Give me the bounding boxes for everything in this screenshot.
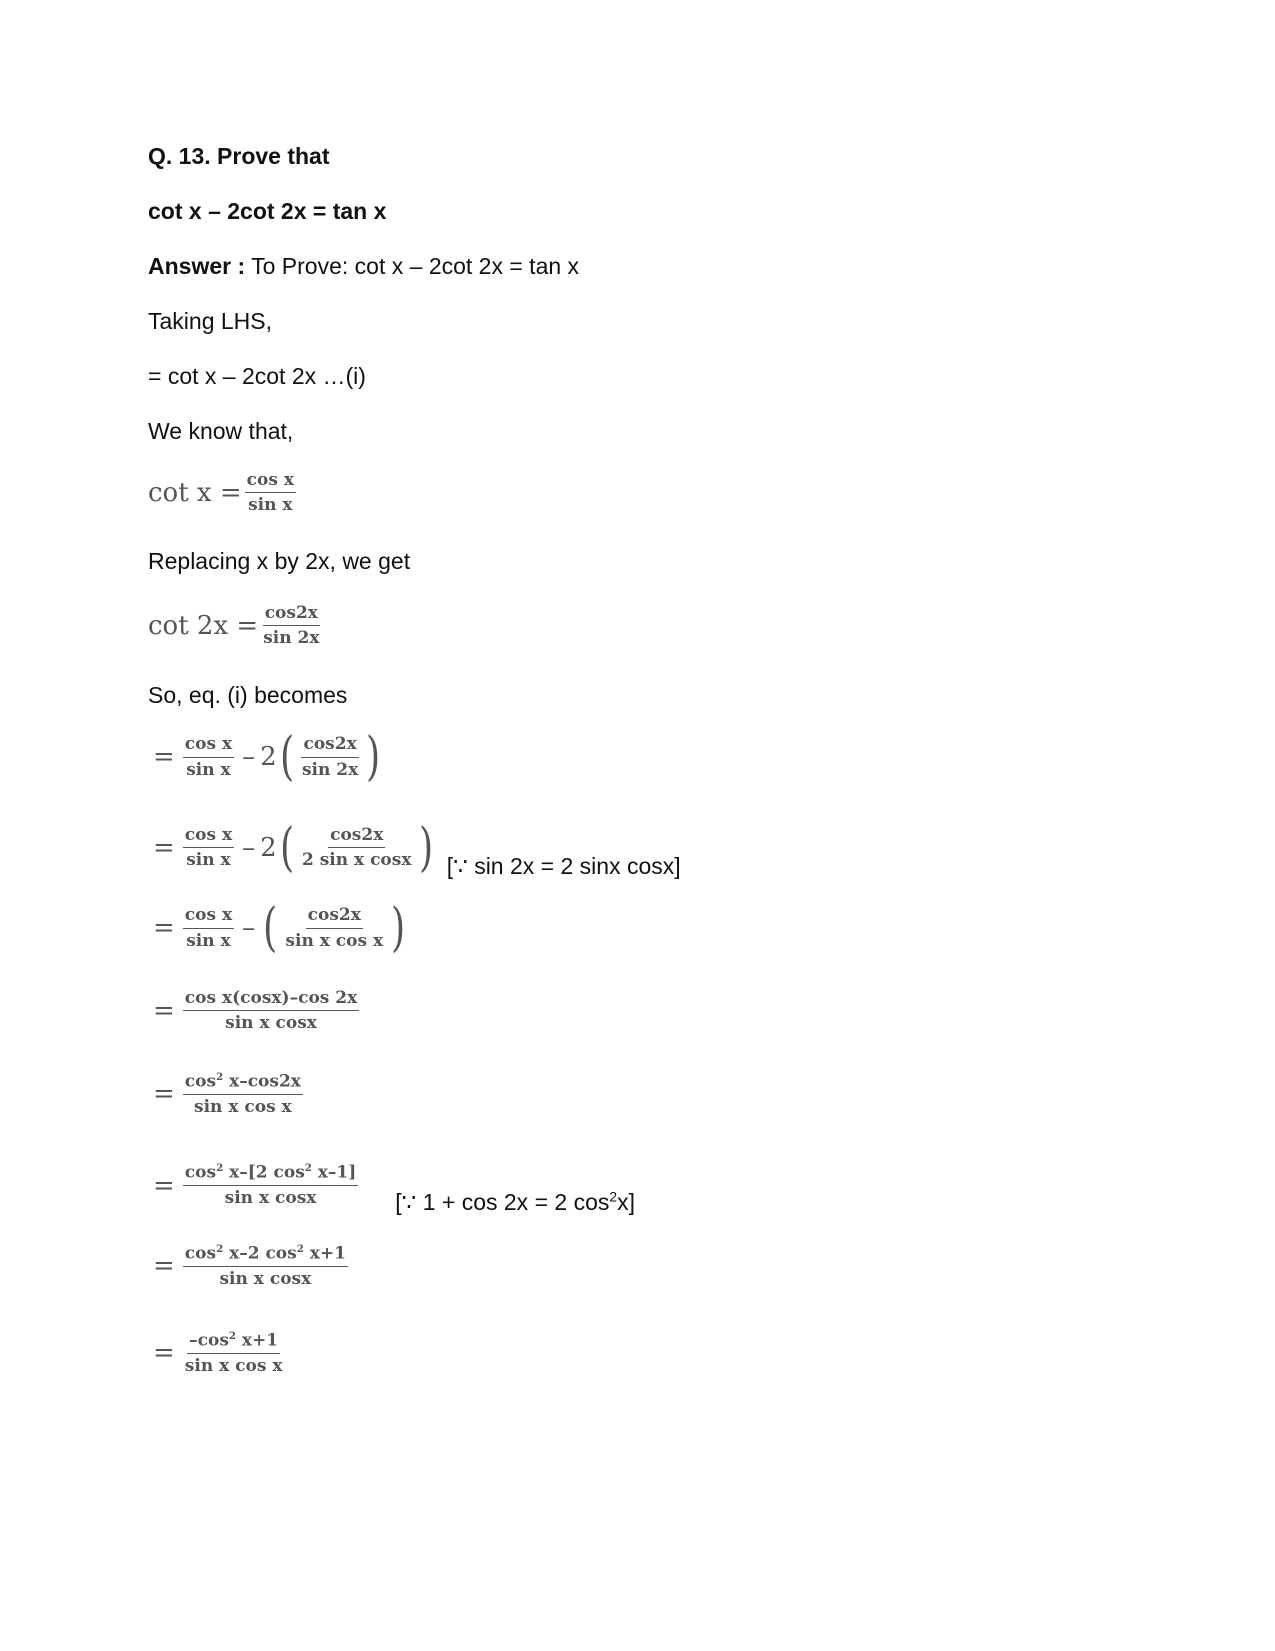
numerator-part: x–2 cos: [223, 1243, 297, 1264]
numerator: [183, 1071, 303, 1095]
numerator: [183, 1162, 359, 1186]
step-5: [148, 1071, 306, 1117]
equals-sign: =: [153, 1338, 175, 1369]
step-3: [148, 898, 408, 958]
exponent: 2: [216, 1071, 224, 1083]
equals-sign: =: [153, 832, 175, 863]
equals-sign: =: [153, 913, 175, 943]
denominator: sin x cosx: [219, 1269, 312, 1290]
right-paren: ): [391, 898, 406, 958]
numerator: cos2x: [301, 734, 358, 757]
right-paren: ): [419, 817, 434, 878]
taking-lhs: Taking LHS,: [148, 308, 273, 334]
answer-line: [148, 253, 579, 280]
denominator: sin x: [186, 850, 231, 870]
denominator: sin x: [186, 930, 231, 951]
denominator: sin x: [248, 495, 293, 516]
coefficient: 2: [260, 832, 277, 863]
minus-sign: –: [242, 742, 256, 772]
fraction: [183, 1162, 359, 1208]
so-eq-text: So, eq. (i) becomes: [148, 682, 348, 708]
numerator-part: x+1: [236, 1330, 279, 1351]
numerator-part: x–1]: [311, 1162, 357, 1183]
fraction: [261, 603, 321, 649]
left-paren: (: [279, 817, 294, 878]
numerator: [183, 1243, 348, 1267]
we-know-that: We know that,: [148, 418, 294, 444]
cot-definition: [148, 470, 299, 516]
exponent: 2: [304, 1162, 312, 1175]
numerator: cos x: [183, 905, 234, 928]
replacing-text: Replacing x by 2x, we get: [148, 548, 411, 574]
equals-sign: =: [153, 1251, 175, 1282]
note-part: [∵ 1 + cos 2x = 2 cos: [395, 1189, 610, 1215]
fraction: [183, 1330, 285, 1376]
identity-note: [∵ sin 2x = 2 sinx cosx]: [446, 853, 681, 879]
fraction: [183, 988, 359, 1034]
numerator: cos x: [183, 825, 234, 848]
coefficient: 2: [260, 742, 277, 772]
answer-text: To Prove: cot x – 2cot 2x = tan x: [251, 253, 580, 279]
denominator: sin x cosx: [225, 1013, 317, 1034]
question-statement: cot x – 2cot 2x = tan x: [148, 198, 387, 224]
step-4: [148, 988, 362, 1034]
answer-label: Answer :: [148, 253, 246, 279]
left-paren: (: [279, 727, 294, 787]
denominator: sin x cos x: [285, 930, 384, 951]
exponent: 2: [296, 1243, 304, 1255]
exponent: 2: [228, 1330, 236, 1342]
numerator: cos x(cosx)–cos 2x: [183, 988, 359, 1011]
note-part: x]: [617, 1189, 635, 1215]
exponent: 2: [216, 1162, 224, 1175]
numerator: cos x: [245, 470, 296, 493]
exponent: 2: [216, 1243, 224, 1255]
fraction: [183, 905, 234, 951]
question-label: Q. 13. Prove that: [148, 143, 330, 169]
numerator-part: x–cos2x: [223, 1071, 301, 1092]
numerator-part: cos: [184, 1243, 217, 1264]
fraction: [245, 470, 296, 516]
fraction: [183, 1071, 303, 1117]
numerator-part: cos: [184, 1071, 217, 1092]
denominator: sin 2x: [301, 759, 359, 780]
fraction: [183, 825, 234, 871]
cot-lhs: cot x =: [148, 477, 242, 508]
left-paren: (: [263, 898, 278, 958]
numerator-part: –cos: [189, 1330, 229, 1351]
denominator: 2 sin x cosx: [301, 850, 412, 870]
step-1: [148, 727, 384, 787]
numerator-part: cos: [184, 1162, 217, 1183]
step-6: [148, 1155, 635, 1216]
equals-sign: =: [153, 1170, 175, 1201]
fraction: [183, 1243, 348, 1289]
denominator: sin x cos x: [194, 1097, 292, 1118]
denominator: sin x cos x: [184, 1356, 283, 1377]
fraction: [300, 734, 360, 780]
minus-sign: –: [242, 832, 256, 863]
equals-sign: =: [153, 742, 175, 772]
numerator-part: x–[2 cos: [223, 1162, 305, 1183]
fraction: [300, 825, 414, 871]
numerator-part: x+1: [303, 1243, 346, 1264]
equals-sign: =: [153, 1079, 175, 1110]
numerator: cos2x: [306, 905, 363, 928]
numerator: [187, 1330, 280, 1354]
identity-note: [395, 1189, 635, 1216]
cot2x-definition: [148, 603, 324, 649]
right-paren: ): [366, 727, 381, 787]
denominator: sin 2x: [263, 628, 320, 649]
step-7: [148, 1243, 351, 1289]
denominator: sin x: [186, 759, 231, 780]
cot2x-lhs: cot 2x =: [148, 610, 259, 641]
numerator: cos x: [183, 734, 234, 757]
fraction: [183, 734, 234, 780]
denominator: sin x cosx: [224, 1188, 317, 1209]
numerator: cos2x: [263, 603, 320, 626]
minus-sign: –: [242, 913, 256, 943]
step-2: [148, 815, 681, 880]
numerator: cos2x: [328, 825, 385, 848]
fraction: [283, 905, 385, 951]
step-8: [148, 1330, 287, 1376]
equation-i: = cot x – 2cot 2x …(i): [148, 363, 366, 389]
exponent: 2: [609, 1189, 618, 1205]
equals-sign: =: [153, 995, 175, 1026]
